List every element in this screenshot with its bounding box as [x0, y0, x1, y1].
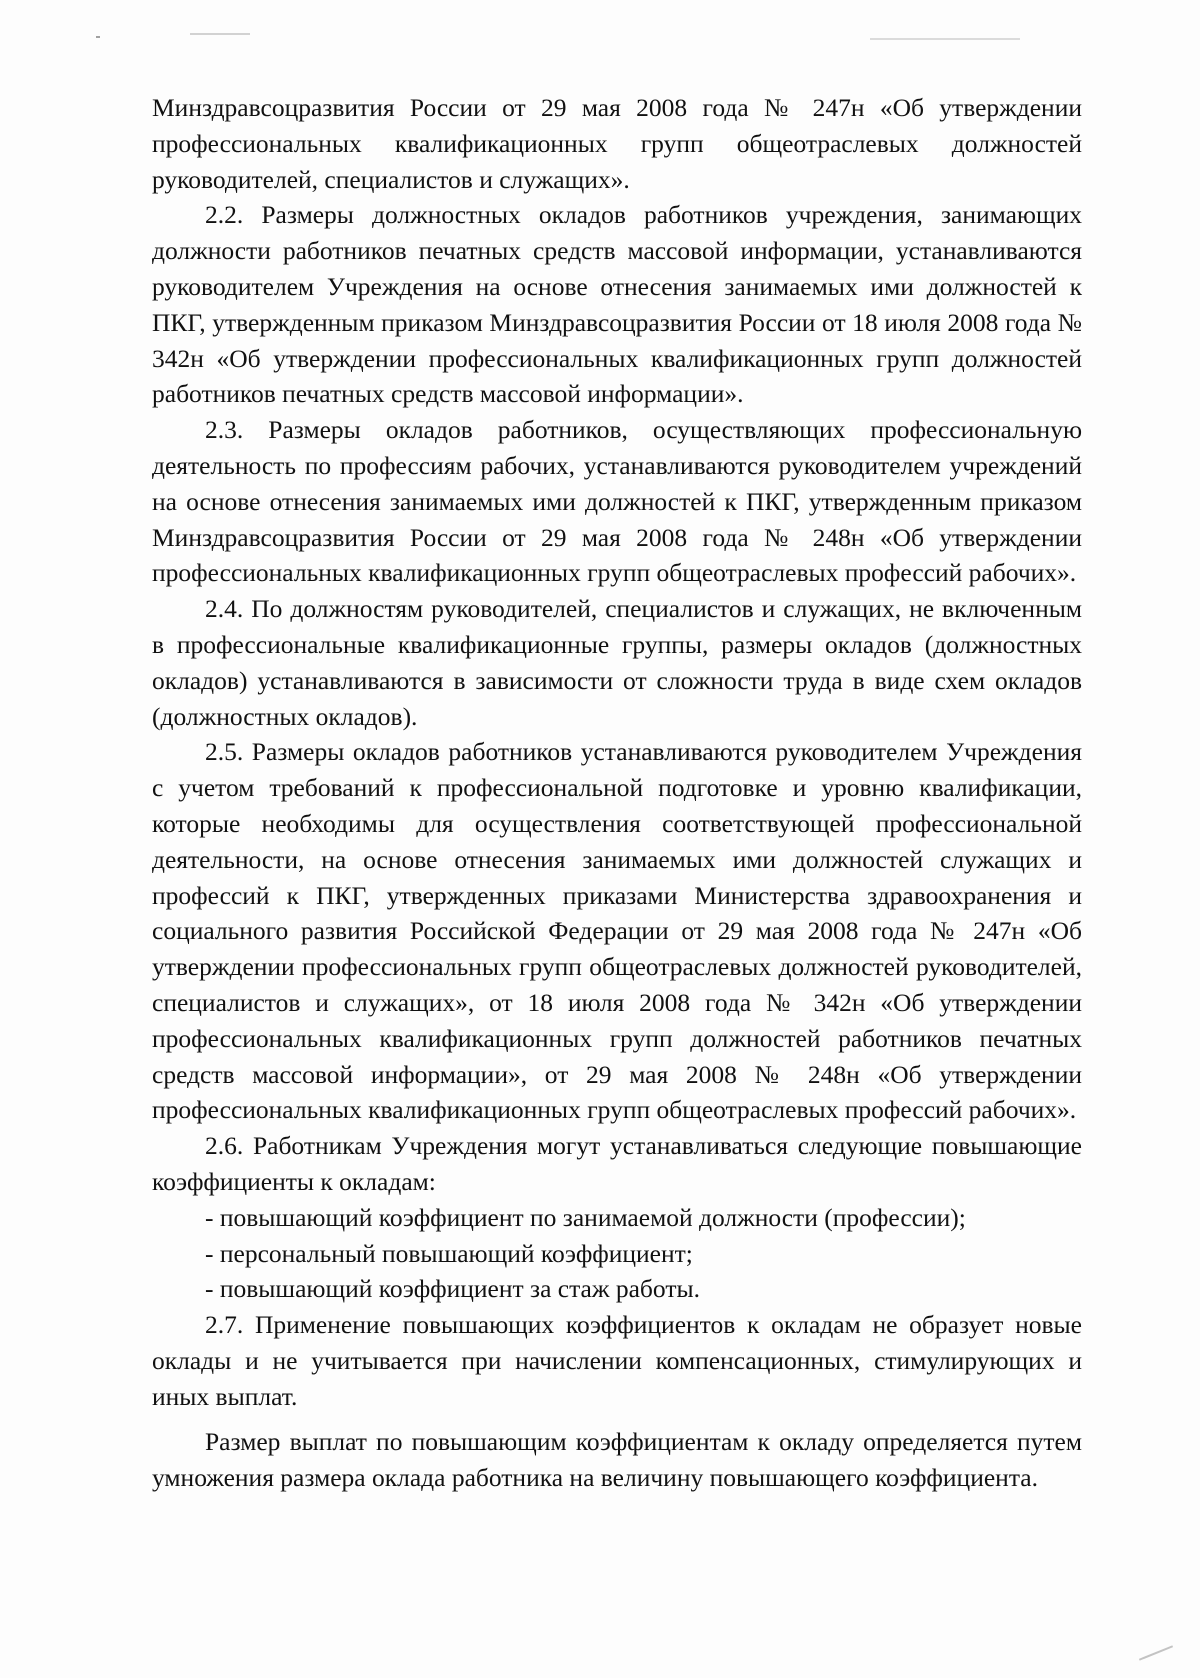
paragraph-2-2: 2.2. Размеры должностных окладов работников учреждения, занимающих должности работников печатных средств массовой информации, устанавливаются руководителем Учреждения на основе отнесения занимаемых ими должностей к ПКГ, утвержденным приказом Минздравсоцразвития России от 18 июля 2008 года № 342н «Об утверждении профессиональных квалификационных групп должностей работников печатных средств массовой информации».	[152, 200, 1082, 409]
scan-artifact	[870, 38, 1020, 40]
paragraph-2-3: 2.3. Размеры окладов работников, осуществляющих профессиональную деятельность по профессиям рабочих, устанавливаются руководителем учреждений на основе отнесения занимаемых ими должностей к ПКГ, утвержденным приказом Минздравсоцразвития России от 29 мая 2008 года № 248н «Об утверждении профессиональных квалификационных групп общеотраслевых профессий рабочих».	[152, 415, 1082, 588]
list-item: - персональный повышающий коэффициент;	[205, 1238, 693, 1268]
list-item: - повышающий коэффициент по занимаемой должности (профессии);	[205, 1202, 966, 1232]
paragraph-2-5: 2.5. Размеры окладов работников устанавливаются руководителем Учреждения с учетом требований к профессиональной подготовке и уровню квалификации, которые необходимы для осуществления соответствующей профессиональной деятельности, на основе отнесения занимаемых ими должностей служащих и профессий к ПКГ, утвержденных приказами Министерства здравоохранения и социального развития Российской Федерации от 29 мая 2008 года № 247н «Об утверждении профессиональных групп общеотраслевых должностей руководителей, специалистов и служащих», от 18 июля 2008 года № 342н «Об утверждении профессиональных квалификационных групп должностей работников печатных средств массовой информации», от 29 мая 2008 № 248н «Об утверждении профессиональных квалификационных групп общеотраслевых профессий рабочих».	[152, 737, 1082, 1125]
paragraph-2-4: 2.4. По должностям руководителей, специалистов и служащих, не включенным в профессиональные квалификационные группы, размеры окладов (должностных окладов) устанавливаются в зависимости от сложности труда в виде схем окладов (должностных окладов).	[152, 594, 1082, 731]
list-item: - повышающий коэффициент за стаж работы.	[205, 1274, 700, 1304]
document-body	[152, 90, 1082, 1496]
scan-artifact	[1139, 1645, 1173, 1660]
scan-artifact	[190, 33, 250, 35]
paragraph-continuation: Минздравсоцразвития России от 29 мая 2008 года № 247н «Об утверждении профессиональных квалификационных групп общеотраслевых должностей руководителей, специалистов и служащих».	[152, 93, 1082, 194]
paragraph-2-6: 2.6. Работникам Учреждения могут устанавливаться следующие повышающие коэффициенты к окладам:	[152, 1131, 1082, 1196]
paragraph-2-7: 2.7. Применение повышающих коэффициентов к окладам не образует новые оклады и не учитывается при начислении компенсационных, стимулирующих и иных выплат.	[152, 1310, 1082, 1411]
paragraph-payment-size: Размер выплат по повышающим коэффициентам к окладу определяется путем умножения размера оклада работника на величину повышающего коэффициента.	[152, 1427, 1082, 1493]
scan-artifact	[96, 36, 100, 38]
